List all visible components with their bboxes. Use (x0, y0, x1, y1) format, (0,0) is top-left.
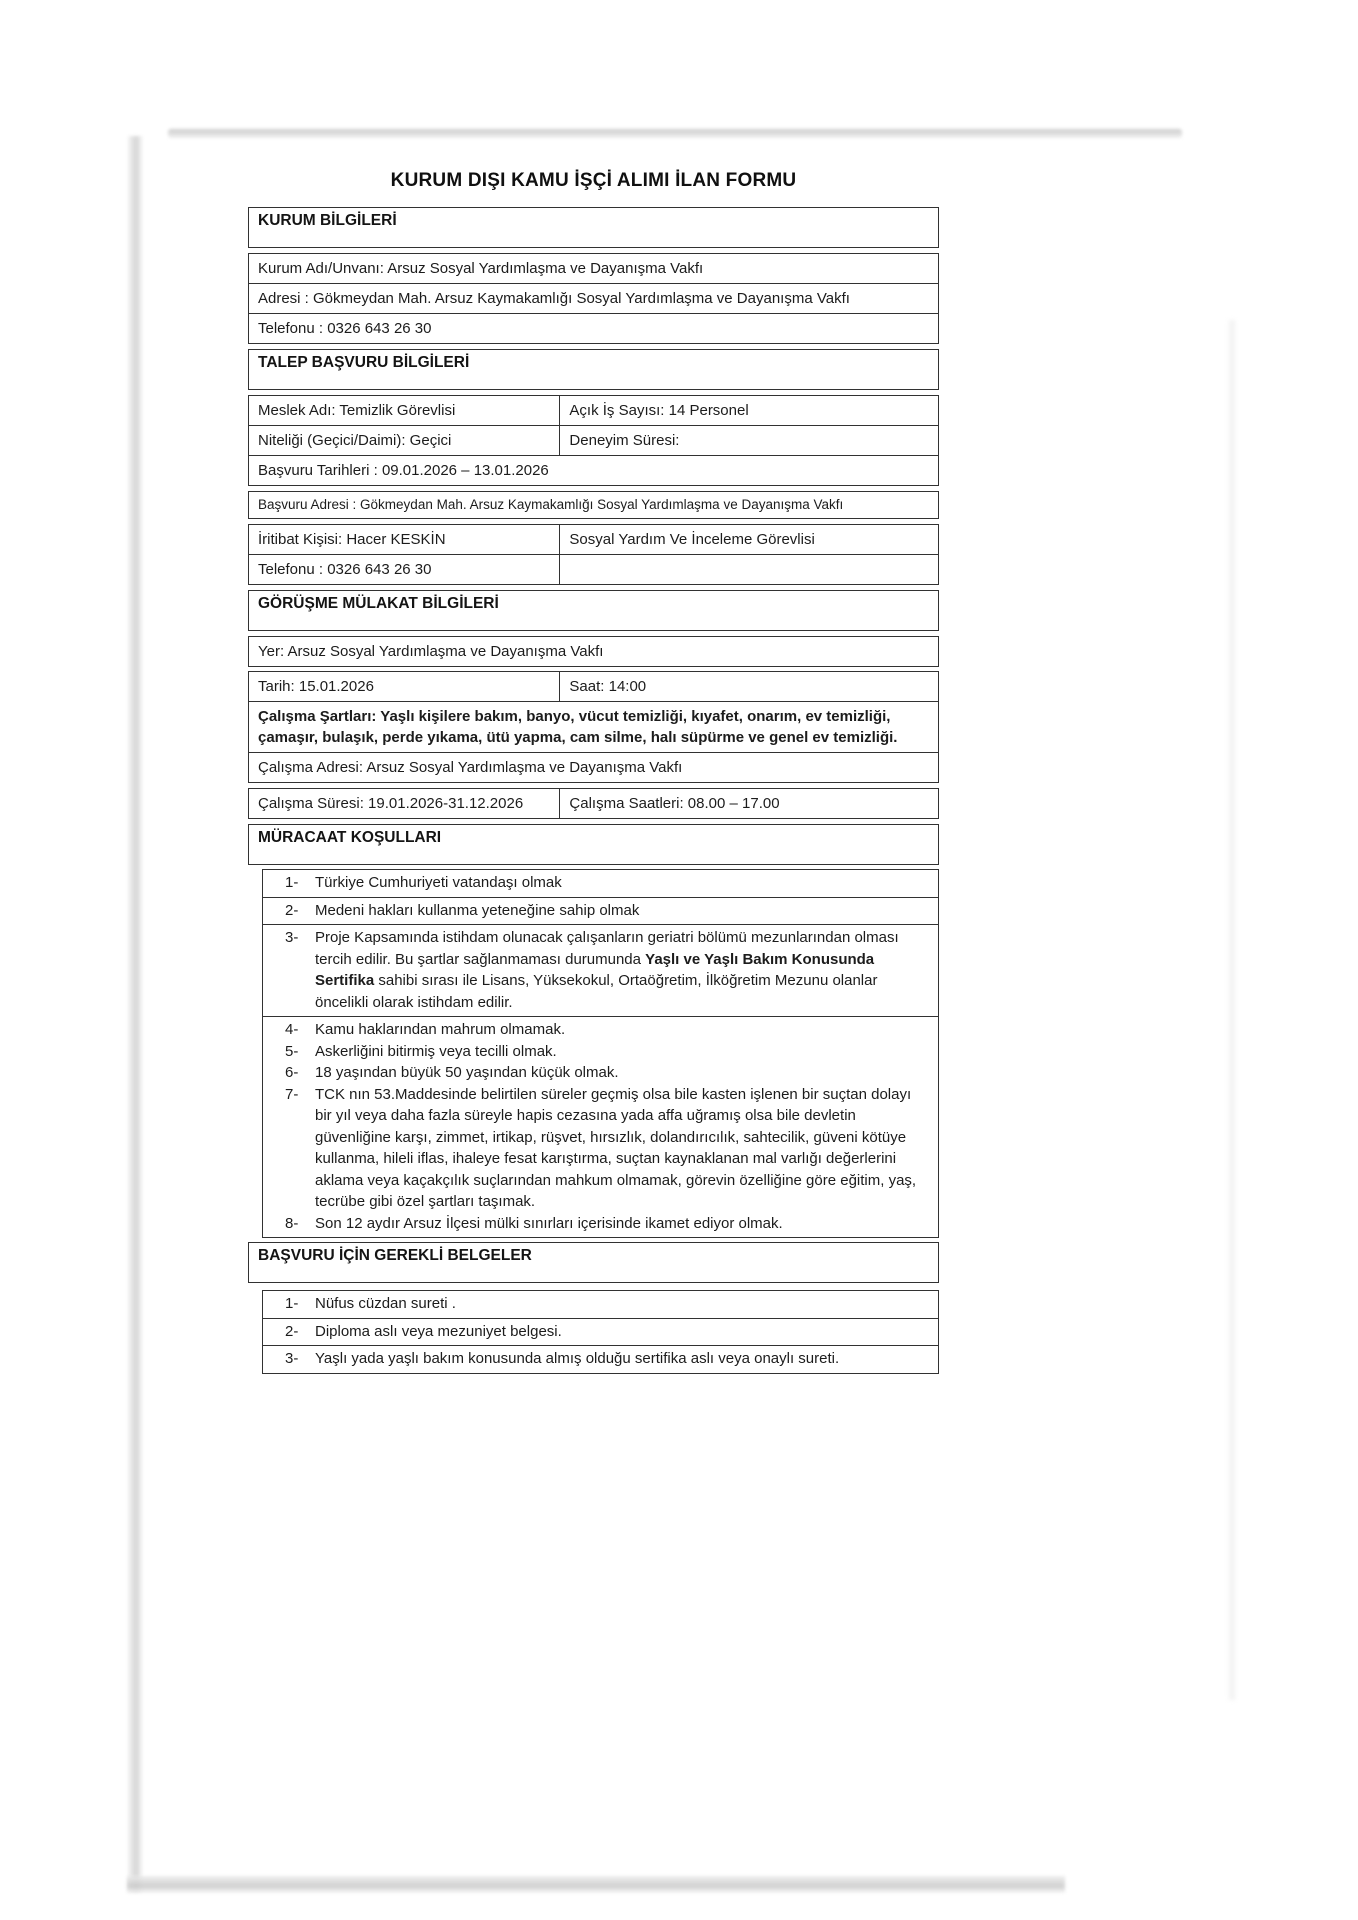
field-kurum-adi-unvani: Kurum Adı/Unvanı: Arsuz Sosyal Yardımlaşma ve Dayanışma Vakfı (258, 260, 704, 277)
belge-item-3 (263, 1345, 938, 1373)
gerekli-belgeler-list (262, 1290, 939, 1374)
belge-item-1 (263, 1291, 938, 1318)
field-irtibat-unvani: Sosyal Yardım Ve İnceleme Görevlisi (569, 531, 815, 548)
field-calisma-suresi: Çalışma Süresi: 19.01.2026-31.12.2026 (249, 789, 560, 818)
kurum-bilgileri-table (248, 253, 939, 344)
scan-shadow-top (168, 129, 1182, 138)
kosul-item-7-text: TCK nın 53.Maddesinde belirtilen süreler geçmiş olsa bile kasten işlenen bir suçtan dolayı bir yıl veya daha fazla süreyle hapis cezasına yada affa uğramış olsa bile devletin güvenliğine karşı, zimmet, irtikap, rüşvet, hırsızlık, dolandırıcılık, sahtecilik, güveni kötüye kullanma, hileli iflas, ihaleye fesat karıştırma, suçtan kaynaklanan mal varlığı değerlerini aklama veya kaçakçılık suçlarından mahkum olmamak, görevin özelliğine göre eğitim, yaş, tecrübe gibi özel şartları taşımak. (315, 1085, 917, 1210)
kosul-item-1-number: 1- (285, 874, 299, 891)
section-header-talep-basvuru: TALEP BAŞVURU BİLGİLERİ (248, 349, 939, 390)
field-kurum-adresi: Adresi : Gökmeydan Mah. Arsuz Kaymakamlığı Sosyal Yardımlaşma ve Dayanışma Vakfı (249, 283, 938, 313)
field-calisma-sartlari: Çalışma Şartları: Yaşlı kişilere bakım, banyo, vücut temizliği, kıyafet, onarım, ev temizliği, çamaşır, bulaşık, perde yıkama, ütü yapma, cam silme, halı süpürme ve genel ev temizliği. (249, 701, 938, 752)
section-header-gorusme-mulakat: GÖRÜŞME MÜLAKAT BİLGİLERİ (248, 590, 939, 631)
scan-shadow-right (1228, 320, 1235, 1700)
kosul-item-7-number: 7- (285, 1085, 299, 1103)
talep-basvuru-table-2 (248, 491, 939, 519)
field-niteligi: Niteliği (Geçici/Daimi): Geçici (249, 426, 560, 455)
kosul-item-3-text-post: sahibi sırası ile Lisans, Yüksekokul, Ortaöğretim, İlköğretim Mezunu olanlar öncelikli olarak istihdam edilir. (315, 972, 878, 1011)
kosul-item-6 (263, 1062, 930, 1084)
gorusme-yer-table (248, 636, 939, 667)
kosul-item-3-text-pre: Proje Kapsamında istihdam olunacak çalışanların geriatri bölümü mezunlarından olması tercih edilir. Bu şartlar sağlanmaması durumunda (315, 929, 899, 968)
row-irtibat-kisisi (249, 525, 938, 554)
kosul-item-6-number: 6- (285, 1064, 299, 1081)
field-basvuru-tarihleri: Başvuru Tarihleri : 09.01.2026 – 13.01.2026 (249, 455, 938, 485)
field-irtibat-telefonu-empty (560, 555, 938, 584)
row-niteligi-deneyim (249, 425, 938, 455)
field-gorusme-saati: Saat: 14:00 (569, 678, 647, 695)
scan-shadow-left (128, 136, 143, 1892)
muracaat-kosullari-list (262, 869, 939, 1238)
belge-item-3-number: 3- (285, 1350, 299, 1367)
kosul-item-8-number: 8- (285, 1214, 299, 1232)
kosul-item-1-text: Türkiye Cumhuriyeti vatandaşı olmak (315, 874, 562, 891)
kosul-item-2-text: Medeni hakları kullanma yeteneğine sahip olmak (315, 901, 640, 919)
belge-item-2-text: Diploma aslı veya mezuniyet belgesi. (315, 1322, 562, 1340)
kosul-item-3-text-bold: Yaşlı ve Yaşlı Bakım Konusunda Sertifika (315, 950, 875, 989)
belge-item-1-number: 1- (285, 1295, 299, 1312)
field-gorusme-tarihi: Tarih: 15.01.2026 (249, 672, 560, 701)
kosul-item-5 (263, 1041, 930, 1063)
field-calisma-saatleri: Çalışma Saatleri: 08.00 – 17.00 (569, 795, 780, 812)
row-meslek-acik-is (249, 396, 938, 425)
form-title: KURUM DIŞI KAMU İŞÇİ ALIMI İLAN FORMU (390, 170, 797, 191)
row-tarih-saat (249, 672, 938, 701)
section-header-gerekli-belgeler: BAŞVURU İÇİN GEREKLİ BELGELER (248, 1242, 939, 1283)
field-irtibat-kisisi: İritibat Kişisi: Hacer KESKİN (249, 525, 560, 554)
section-header-kurum-bilgileri: KURUM BİLGİLERİ (248, 207, 939, 248)
recruitment-announcement-form (248, 170, 939, 1374)
kosul-item-8 (263, 1213, 930, 1235)
kosul-item-4 (263, 1019, 930, 1041)
kosul-item-6-text: 18 yaşından büyük 50 yaşından küçük olmak. (315, 1064, 619, 1081)
kosul-item-3-number: 3- (285, 929, 299, 946)
belge-item-2-number: 2- (285, 1322, 299, 1340)
kosul-item-3-text (315, 927, 930, 1013)
field-basvuru-adresi: Başvuru Adresi : Gökmeydan Mah. Arsuz Kaymakamlığı Sosyal Yardımlaşma ve Dayanışma Vakfı (258, 497, 844, 512)
row-irtibat-telefonu (249, 554, 938, 584)
scan-shadow-bottom (127, 1876, 1065, 1893)
field-calisma-adresi: Çalışma Adresi: Arsuz Sosyal Yardımlaşma ve Dayanışma Vakfı (249, 752, 938, 782)
talep-basvuru-table-3 (248, 524, 939, 585)
kosul-item-7 (263, 1084, 930, 1213)
kosul-item-2 (263, 897, 938, 925)
calisma-suresi-table (248, 788, 939, 819)
kosul-item-4-number: 4- (285, 1021, 299, 1038)
kosul-item-3 (263, 924, 938, 1016)
field-gorusme-yeri: Yer: Arsuz Sosyal Yardımlaşma ve Dayanışma Vakfı (258, 643, 604, 660)
talep-basvuru-table-1 (248, 395, 939, 486)
kosul-items-4-to-8 (263, 1016, 938, 1237)
belge-item-3-text: Yaşlı yada yaşlı bakım konusunda almış olduğu sertifika aslı veya onaylı sureti. (315, 1350, 840, 1367)
kosul-item-1 (263, 870, 938, 897)
belge-item-2 (263, 1318, 938, 1346)
field-meslek-adi: Meslek Adı: Temizlik Görevlisi (249, 396, 560, 425)
kosul-item-5-number: 5- (285, 1042, 299, 1060)
gorusme-detay-table (248, 671, 939, 783)
kosul-item-2-number: 2- (285, 901, 299, 919)
row-calisma-suresi-saatleri (249, 789, 938, 818)
field-acik-is-sayisi: Açık İş Sayısı: 14 Personel (569, 402, 749, 419)
kosul-item-4-text: Kamu haklarından mahrum olmamak. (315, 1021, 566, 1038)
section-header-muracaat-kosullari: MÜRACAAT KOŞULLARI (248, 824, 939, 865)
field-deneyim-suresi: Deneyim Süresi: (569, 432, 680, 449)
kosul-item-8-text: Son 12 aydır Arsuz İlçesi mülki sınırları içerisinde ikamet ediyor olmak. (315, 1214, 783, 1232)
belge-item-1-text: Nüfus cüzdan sureti . (315, 1295, 456, 1312)
kosul-item-5-text: Askerliğini bitirmiş veya tecilli olmak. (315, 1042, 557, 1060)
field-irtibat-telefonu: Telefonu : 0326 643 26 30 (249, 555, 560, 584)
field-kurum-telefonu: Telefonu : 0326 643 26 30 (249, 313, 938, 343)
